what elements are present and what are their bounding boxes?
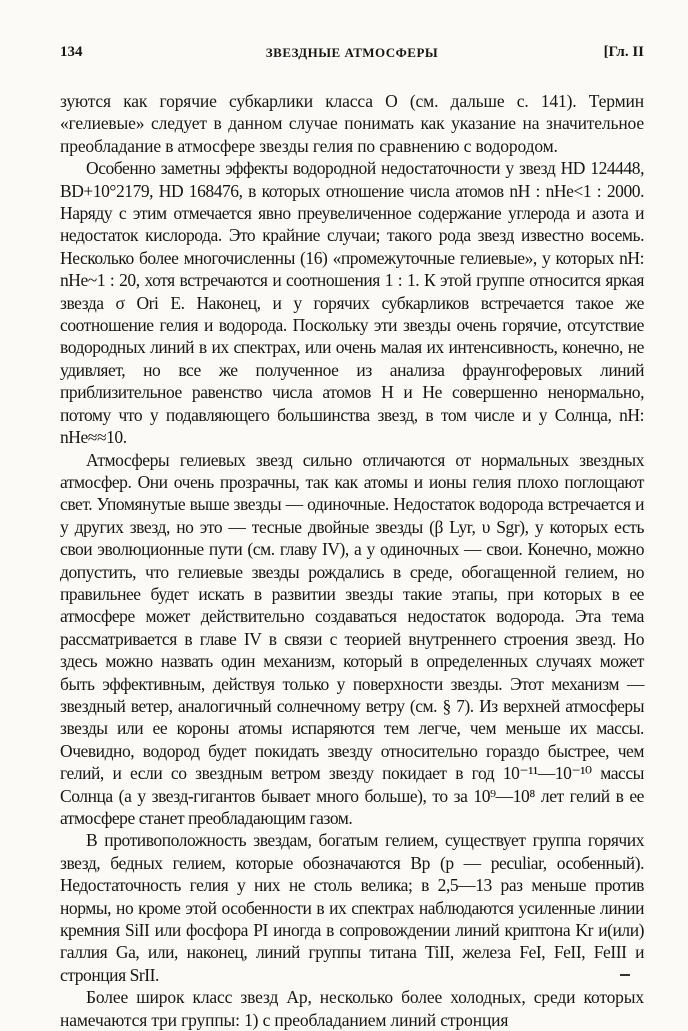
page-header <box>60 44 644 66</box>
paragraph-helium-atmospheres: Атмосферы гелиевых звезд сильно отличаются от нормальных звездных атмосфер. Они очень прозрачны, так как атомы и ионы гелия плохо поглощают свет. Упомянутые выше звезды — одиночные. Недостаток водорода встречается и у других звезд, но это — тесные двойные звезды (β Lyr, υ Sgr), у которых есть свои эволюционные пути (см. главу IV), а у одиночных — свои. Конечно, можно допустить, что гелиевые звезды рождались в среде, обогащенной гелием, но правильнее будет искать в развитии звезды такие этапы, при которых в ее атмосфере может действительно создаваться недостаток водорода. Эта тема рассматривается в главе IV в связи с теорией внутреннего строения звезд. Но здесь можно назвать один механизм, который в определенных случаях может быть эффективным, действуя только у поверхности звезды. Этот механизм — звездный ветер, аналогичный солнечному ветру (см. § 7). Из верхней атмосферы звезды или ее короны атомы испаряются тем легче, чем меньше их массы. Очевидно, водород будет покидать звезду относительно гораздо быстрее, чем гелий, и если со звездным ветром звезду покидает в год 10⁻¹¹—10⁻¹⁰ массы Солнца (а у звезд-гигантов бывает много больше), то за 10⁹—10⁸ лет гелий в ее атмосфере станет преобладающим газом. <box>60 449 644 828</box>
page-number: 134 <box>60 44 83 60</box>
running-title: ЗВЕЗДНЫЕ АТМОСФЕРЫ <box>265 45 439 60</box>
paragraph-helium-poor-stars: В противоположность звездам, богатым гелием, существует группа горячих звезд, бедных гелием, которые обозначаются Bp (p — peculiar, особенный). Недостаточность гелия у них не столь велика; в 2,5—13 раз меньше против нормы, но кроме этой особенности в их спектрах наблюдаются усиленные линии кремния SiII или фосфора PI иногда в сопровождении линий криптона Kr и(или) галлия Ga, или, наконец, линий группы титана TiII, железа FeI, FeII, FeIII и стронция SrII. <box>60 830 644 985</box>
paragraph-hydrogen-deficiency: Особенно заметны эффекты водородной недостаточности у звезд HD 124448, BD+10°2179, HD 168476, в которых отношение числа атомов nH : nHe<1 : 2000. Наряду с этим отмечается явно преувеличенное содержание углерода и азота и недостаток кислорода. Это крайние случаи; такого рода звезд известно восемь. Несколько более многочисленны (16) «промежуточные гелиевые», у которых nH: nHe~1 : 20, хотя встречаются и соотношения 1 : 1. К этой группе относится яркая звезда σ Ori E. Наконец, и у горячих субкарликов встречается такое же соотношение гелия и водорода. Поскольку эти звезды очень горячие, отсутствие водородных линий в их спектрах, или очень малая их интенсивность, конечно, не удивляет, но все же полученное из анализа фраунгоферовых линий приблизительное равенство числа атомов H и He совершенно ненормально, потому что у подавляющего большинства звезд, в том числе и у Солнца, nH: nHe≈≈10. <box>60 158 644 448</box>
chapter-reference: [Гл. II <box>603 44 644 60</box>
print-mark <box>620 974 630 976</box>
paragraph-continuation: зуются как горячие субкарлики класса О (см. дальше с. 141). Термин «гелиевые» следует в данном случае понимать как указание на значительное преобладание в атмосфере звезды гелия по сравнению с водородом. <box>60 91 644 156</box>
paragraph-ap-stars: Более широк класс звезд Ap, несколько более холодных, среди которых намечаются три группы: 1) с преобладанием линий стронция <box>60 987 644 1030</box>
page-body <box>60 90 644 1031</box>
